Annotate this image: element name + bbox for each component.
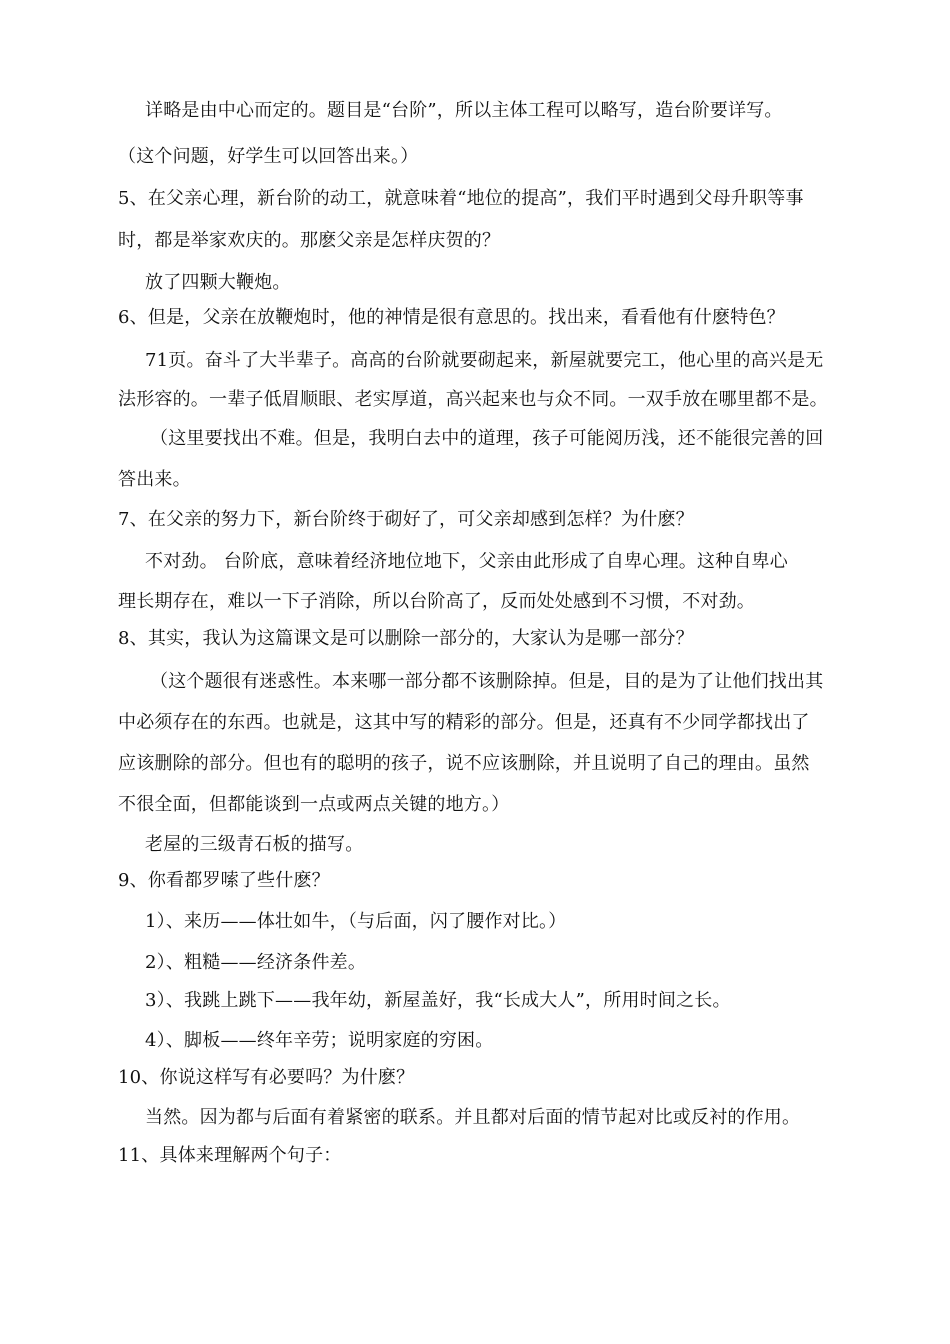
list-item: 1）、来历——体壮如牛，（与后面，闪了腰作对比。）	[145, 911, 567, 932]
answer-line: 71页。奋斗了大半辈子。高高的台阶就要砌起来，新屋就要完工，他心里的高兴是无	[145, 350, 824, 371]
text-line: （这个问题，好学生可以回答出来。）	[118, 146, 419, 167]
question-11: 11、具体来理解两个句子：	[118, 1145, 342, 1166]
answer-line: 当然。因为都与后面有着紧密的联系。并且都对后面的情节起对比或反衬的作用。	[145, 1107, 801, 1128]
answer-line: 不对劲。 台阶底，意味着经济地位地下，父亲由此形成了自卑心理。这种自卑心	[145, 551, 788, 572]
list-item: 2）、粗糙——经济条件差。	[145, 952, 367, 973]
question-8: 8、其实，我认为这篇课文是可以删除一部分的，大家认为是哪一部分？	[118, 628, 694, 649]
question-5: 5、在父亲心理，新台阶的动工，就意味着“地位的提高”，我们平时遇到父母升职等事	[118, 188, 804, 209]
text-line: 时，都是举家欢庆的。那麽父亲是怎样庆贺的？	[118, 230, 501, 251]
text-line: 法形容的。一辈子低眉顺眼、老实厚道，高兴起来也与众不同。一双手放在哪里都不是。	[118, 389, 828, 410]
text-line: 应该删除的部分。但也有的聪明的孩子，说不应该删除，并且说明了自己的理由。虽然	[118, 753, 810, 774]
teacher-note: （这里要找出不难。但是，我明白去中的道理，孩子可能阅历浅，还不能很完善的回	[150, 428, 824, 449]
question-7: 7、在父亲的努力下，新台阶终于砌好了，可父亲却感到怎样？为什麽？	[118, 509, 694, 530]
text-line: 答出来。	[118, 469, 191, 490]
question-9: 9、你看都罗嗦了些什麽？	[118, 870, 330, 891]
text-line: 详略是由中心而定的。题目是“台阶”，所以主体工程可以略写，造台阶要详写。	[145, 100, 783, 121]
text-line: 理长期存在，难以一下子消除，所以台阶高了，反而处处感到不习惯，不对劲。	[118, 591, 755, 612]
question-10: 10、你说这样写有必要吗？为什麽？	[118, 1067, 415, 1088]
teacher-note: （这个题很有迷惑性。本来哪一部分都不该删除掉。但是，目的是为了让他们找出其	[150, 671, 824, 692]
answer-line: 放了四颗大鞭炮。	[145, 272, 291, 293]
text-line: 中必须存在的东西。也就是，这其中写的精彩的部分。但是，还真有不少同学都找出了	[118, 712, 810, 733]
text-line: 不很全面，但都能谈到一点或两点关键的地方。）	[118, 794, 510, 815]
answer-line: 老屋的三级青石板的描写。	[145, 834, 364, 855]
list-item: 3）、我跳上跳下——我年幼，新屋盖好，我“长成大人”，所用时间之长。	[145, 990, 731, 1011]
question-6: 6、但是，父亲在放鞭炮时，他的神情是很有意思的。找出来，看看他有什麽特色？	[118, 307, 785, 328]
list-item: 4）、脚板——终年辛劳；说明家庭的穷困。	[145, 1030, 494, 1051]
